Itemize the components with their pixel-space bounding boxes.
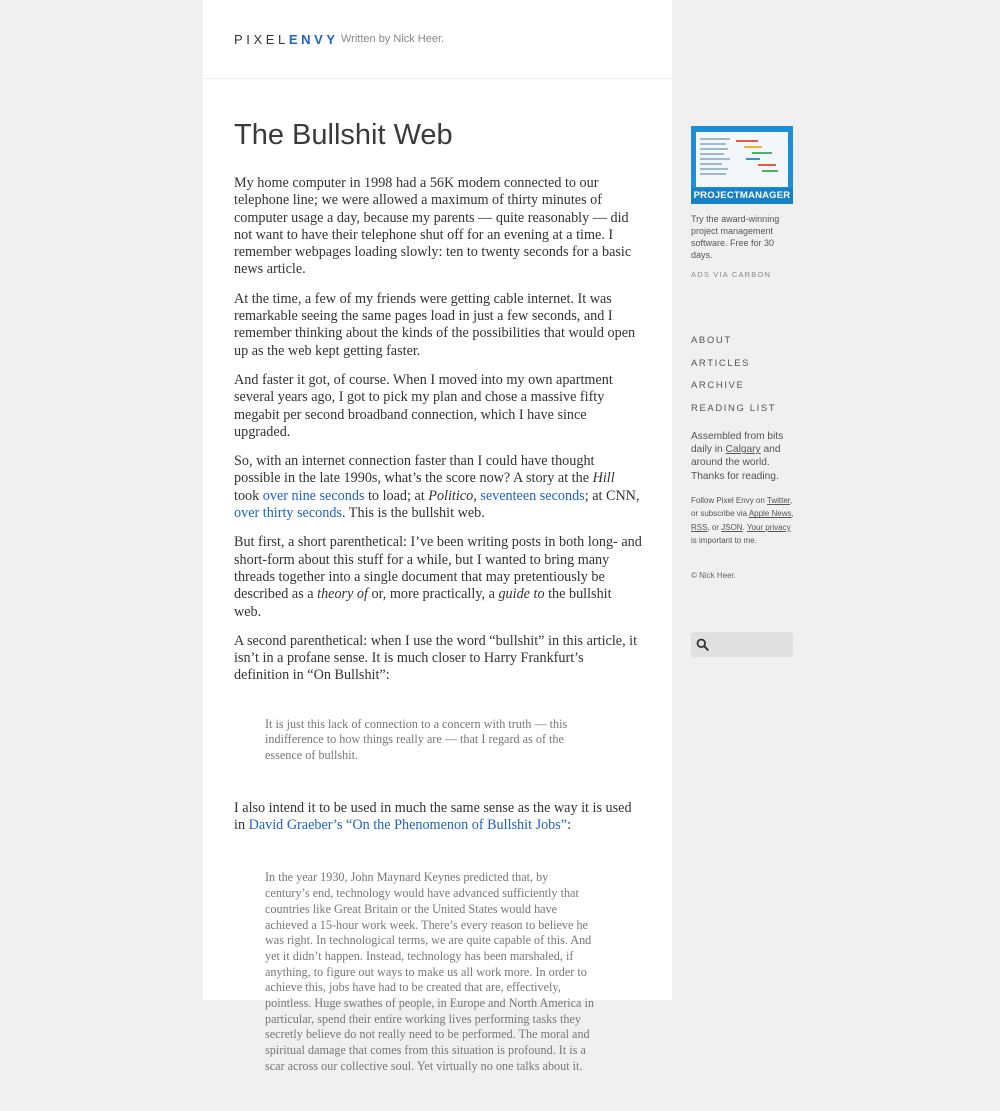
paragraph-1: My home computer in 1998 had a 56K modem connected to our telephone line; we were allowed a maximum of thirty minutes of computer usage a day, because my parents — quite reasonably — did not want to have their telephone shut off for an evening at a time. I remember webpages loading slowly: ten to twenty seconds for a basic news article. bbox=[234, 175, 632, 278]
paragraph-5 bbox=[234, 534, 642, 620]
site-blurb: Assembled from bits daily in Calgary and around the world. Thanks for reading. bbox=[691, 431, 784, 482]
link-twitter[interactable]: Twitter bbox=[766, 496, 791, 505]
copyright: © Nick Heer. bbox=[691, 571, 737, 580]
link-calgary[interactable]: Calgary bbox=[725, 444, 761, 456]
site-header bbox=[203, 0, 672, 79]
ad-brand-logo: PROJECTMANAGER bbox=[693, 190, 791, 201]
link-over-thirty-seconds[interactable]: over thirty seconds bbox=[234, 505, 342, 522]
p7-text: : bbox=[567, 817, 572, 834]
article-title[interactable]: The Bullshit Web bbox=[234, 119, 453, 151]
logo-envy: ENVY bbox=[288, 32, 339, 47]
link-seventeen-seconds[interactable]: seventeen seconds bbox=[480, 487, 585, 504]
site-tagline: Written by Nick Heer. bbox=[341, 33, 445, 45]
p4-text: , bbox=[473, 487, 481, 504]
p4-text: . This is the bullshit web. bbox=[341, 505, 485, 522]
search-input[interactable] bbox=[713, 636, 791, 654]
link-graeber-bullshit-jobs[interactable]: David Graeber’s “On the Phenomenon of Bullshit Jobs” bbox=[248, 817, 568, 834]
p4-text: ; at CNN, bbox=[584, 487, 640, 504]
nav-reading-list[interactable]: READING LIST bbox=[691, 402, 777, 414]
ad-screenshot bbox=[696, 132, 788, 187]
logo-pixel: PIXEL bbox=[234, 32, 289, 47]
p7-text: I also intend it to be used in much the same sense as the way it is used in bbox=[234, 799, 632, 834]
politico-italic: Politico bbox=[428, 487, 474, 504]
sidebar-nav bbox=[691, 335, 801, 425]
guide-to-italic: guide to bbox=[498, 586, 545, 603]
p4-text: So, with an internet connection faster than I could have thought possible in the late 1990s, what’s the score now? A story at the bbox=[234, 453, 595, 487]
search-icon[interactable] bbox=[696, 638, 709, 651]
link-rss[interactable]: RSS bbox=[691, 522, 708, 532]
theory-of-italic: theory of bbox=[317, 586, 368, 603]
p4-text: to load; at bbox=[364, 487, 429, 504]
p5-text: But first, a short parenthetical: I’ve been writing posts in both long- and short-form about this stuff for a while, but I wanted to bring many threads together into a single document that may pretentiously be described as a bbox=[234, 534, 642, 603]
p4-text: took bbox=[234, 487, 263, 504]
link-json[interactable]: JSON bbox=[721, 522, 743, 532]
ad-image[interactable] bbox=[691, 126, 793, 204]
link-privacy[interactable]: Your privacy bbox=[746, 522, 791, 532]
article bbox=[234, 116, 642, 1111]
p5-text: the bullshit web. bbox=[234, 586, 612, 620]
blockquote-frankfurt: It is just this lack of connection to a concern with truth — this indifference to how things really are — that I regard as of the essence of bullshit. bbox=[265, 716, 568, 763]
nav-archive[interactable]: ARCHIVE bbox=[691, 380, 745, 392]
nav-articles[interactable]: ARTICLES bbox=[691, 357, 751, 369]
ad-text[interactable]: Try the award-winning project management software. Free for 30 days. bbox=[691, 214, 780, 260]
p5-text: or, more practically, a bbox=[367, 586, 499, 603]
follow-text: Follow Pixel Envy on Twitter, or subscribe via Apple News, RSS, or JSON. Your privacy is important to me. bbox=[691, 496, 794, 545]
link-over-nine-seconds[interactable]: over nine seconds bbox=[262, 487, 365, 504]
blockquote-graeber: In the year 1930, John Maynard Keynes predicted that, by century’s end, technology would have advanced sufficiently that countries like Great Britain or the United States would have achieved a 15-hour work week. There’s every reason to believe he was right. In technological terms, we are quite capable of this. And yet it didn’t happen. Instead, technology has been marshaled, if anything, to figure out ways to make us all work more. In order to achieve this, jobs have had to be created that are, effectively, pointless. Huge swathes of people, in Europe and North America in particular, spend their entire working lives performing tasks they secretly believe do not really need to be performed. The moral and spiritual damage that comes from this situation is profound. It is a scar across our collective soul. Yet virtually no one talks about it. bbox=[265, 870, 594, 1073]
nav-about[interactable]: ABOUT bbox=[691, 335, 732, 346]
search-box[interactable] bbox=[691, 632, 793, 657]
site-logo[interactable] bbox=[234, 32, 339, 47]
ads-via-carbon[interactable]: ADS VIA CARBON bbox=[691, 270, 772, 279]
paragraph-6: A second parenthetical: when I use the word “bullshit” in this article, it isn’t in a profane sense. It is much closer to Harry Frankfurt’s definition in “On Bullshit”: bbox=[234, 632, 638, 684]
sidebar-ad bbox=[691, 126, 793, 279]
hill-italic: Hill bbox=[592, 470, 615, 487]
link-apple-news[interactable]: Apple News bbox=[748, 509, 792, 519]
paragraph-4 bbox=[234, 453, 642, 522]
paragraph-7 bbox=[234, 800, 642, 835]
paragraph-2: At the time, a few of my friends were getting cable internet. It was remarkable seeing the same pages load in just a few seconds, and I remember thinking about the kinds of the possibilities that would open up as the web kept getting faster. bbox=[234, 290, 636, 359]
paragraph-3: And faster it got, of course. When I moved into my own apartment several years ago, I got to pick my plan and chose a massive fifty megabit per second broadband connection, which I have since upgraded. bbox=[234, 371, 613, 440]
